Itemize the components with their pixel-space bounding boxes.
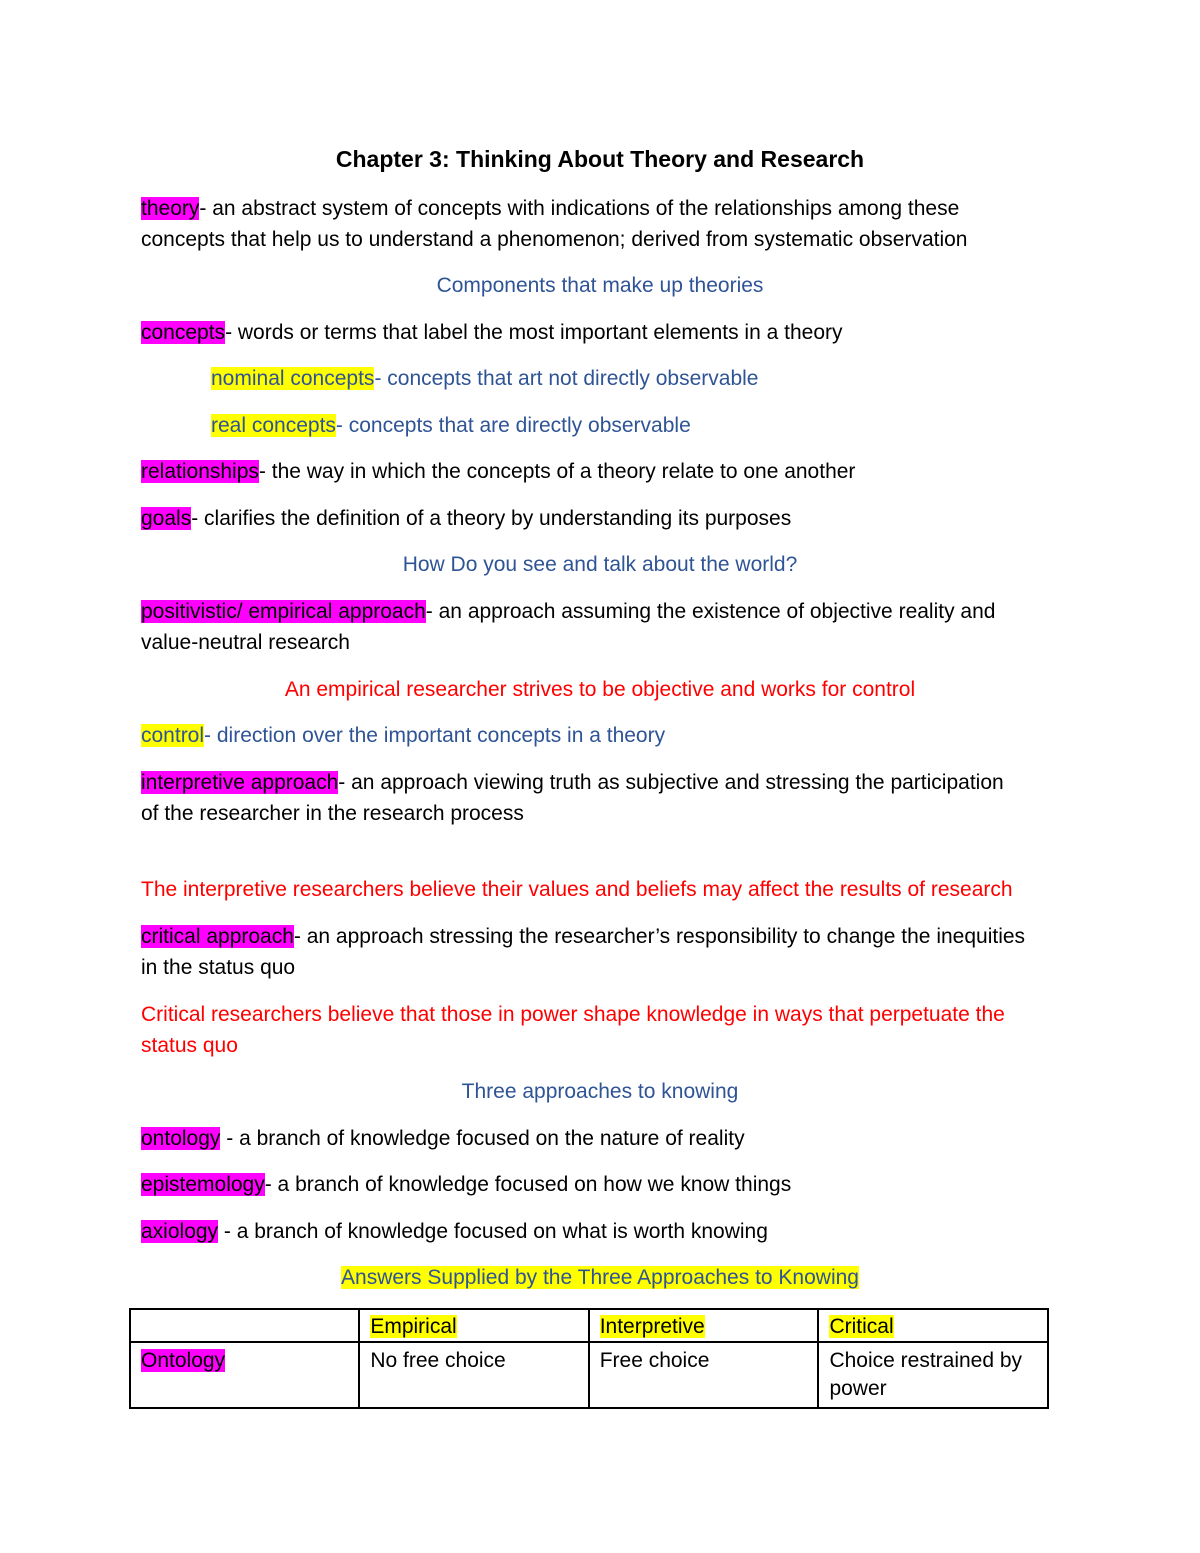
definition-nominal-concepts (211, 367, 758, 391)
definition-theory-text2: concepts that help us to understand a phenomenon; derived from systematic observation (141, 228, 968, 251)
definition-ontology-text: - a branch of knowledge focused on the nature of reality (220, 1127, 745, 1150)
term-nominal-concepts: nominal concepts (211, 367, 375, 390)
heading-answers: Answers Supplied by the Three Approaches to Knowing (341, 1266, 859, 1289)
definition-epistemology-text: - a branch of knowledge focused on how we know things (264, 1173, 792, 1196)
table-header-row (130, 1309, 1048, 1342)
definition-positivistic-text2: value-neutral research (141, 631, 350, 654)
table-header-cell (818, 1309, 1048, 1342)
definition-critical-text1: - an approach stressing the researcher’s responsibility to change the inequities (293, 925, 1026, 948)
definition-control-text: - direction over the important concepts in a theory (204, 724, 666, 747)
table-row (130, 1342, 1048, 1408)
term-positivistic: positivistic/ empirical approach (141, 600, 426, 623)
term-relationships: relationships (141, 460, 259, 483)
table-header-cell (130, 1309, 359, 1342)
definition-goals (141, 507, 791, 531)
definition-interpretive-text1: - an approach viewing truth as subjective and stressing the participation (338, 771, 1004, 794)
table-header-cell (589, 1309, 819, 1342)
definition-axiology (141, 1220, 768, 1244)
row-label-ontology: Ontology (141, 1349, 226, 1372)
definition-axiology-text: - a branch of knowledge focused on what is worth knowing (218, 1220, 768, 1243)
definition-relationships-text: - the way in which the concepts of a theory relate to one another (258, 460, 856, 483)
term-critical: critical approach (141, 925, 294, 948)
definition-real-text: - concepts that are directly observable (335, 414, 691, 437)
definition-positivistic-line1 (141, 600, 995, 624)
definition-critical-line1 (141, 925, 1025, 949)
term-control: control (141, 724, 205, 747)
term-theory: theory (141, 197, 200, 220)
term-interpretive: interpretive approach (141, 771, 339, 794)
definition-goals-text: - clarifies the definition of a theory by understanding its purposes (191, 507, 792, 530)
definition-ontology (141, 1127, 745, 1151)
note-interpretive: The interpretive researchers believe their values and beliefs may affect the results of research (141, 878, 1013, 901)
definition-relationships (141, 460, 855, 484)
table-cell: Free choice (589, 1342, 819, 1408)
header-interpretive: Interpretive (599, 1315, 705, 1338)
definition-theory-text1: - an abstract system of concepts with indications of the relationships among these (199, 197, 960, 220)
note-critical-line1: Critical researchers believe that those in power shape knowledge in ways that perpetuate the (141, 1003, 1005, 1026)
table-cell: No free choice (359, 1342, 588, 1408)
term-epistemology: epistemology (141, 1173, 265, 1196)
definition-nominal-text: - concepts that art not directly observable (374, 367, 759, 390)
term-ontology: ontology (141, 1127, 221, 1150)
table-row-label-cell (130, 1342, 359, 1408)
definition-concepts (141, 321, 843, 345)
heading-answers-wrap (0, 1266, 1200, 1290)
definition-control (141, 724, 665, 748)
heading-knowing: Three approaches to knowing (461, 1080, 739, 1103)
header-empirical: Empirical (370, 1315, 457, 1338)
definition-positivistic-text1: - an approach assuming the existence of objective reality and (425, 600, 996, 623)
page-title: Chapter 3: Thinking About Theory and Research (335, 146, 865, 172)
definition-theory-line1 (141, 197, 959, 221)
heading-components: Components that make up theories (436, 274, 764, 297)
definition-real-concepts (211, 414, 691, 438)
table-cell: Choice restrained by power (818, 1342, 1048, 1408)
definition-concepts-text: - words or terms that label the most important elements in a theory (225, 321, 843, 344)
term-axiology: axiology (141, 1220, 219, 1243)
term-real-concepts: real concepts (211, 414, 336, 437)
note-critical-line2: status quo (141, 1034, 238, 1057)
heading-world: How Do you see and talk about the world? (402, 553, 798, 576)
definition-interpretive-line1 (141, 771, 1004, 795)
table-header-cell (359, 1309, 588, 1342)
definition-epistemology (141, 1173, 791, 1197)
definition-critical-text2: in the status quo (141, 956, 296, 979)
term-goals: goals (141, 507, 192, 530)
definition-interpretive-text2: of the researcher in the research process (141, 802, 524, 825)
term-concepts: concepts (141, 321, 226, 344)
header-critical: Critical (829, 1315, 894, 1338)
answers-table (129, 1308, 1049, 1409)
note-empirical: An empirical researcher strives to be objective and works for control (284, 678, 916, 701)
